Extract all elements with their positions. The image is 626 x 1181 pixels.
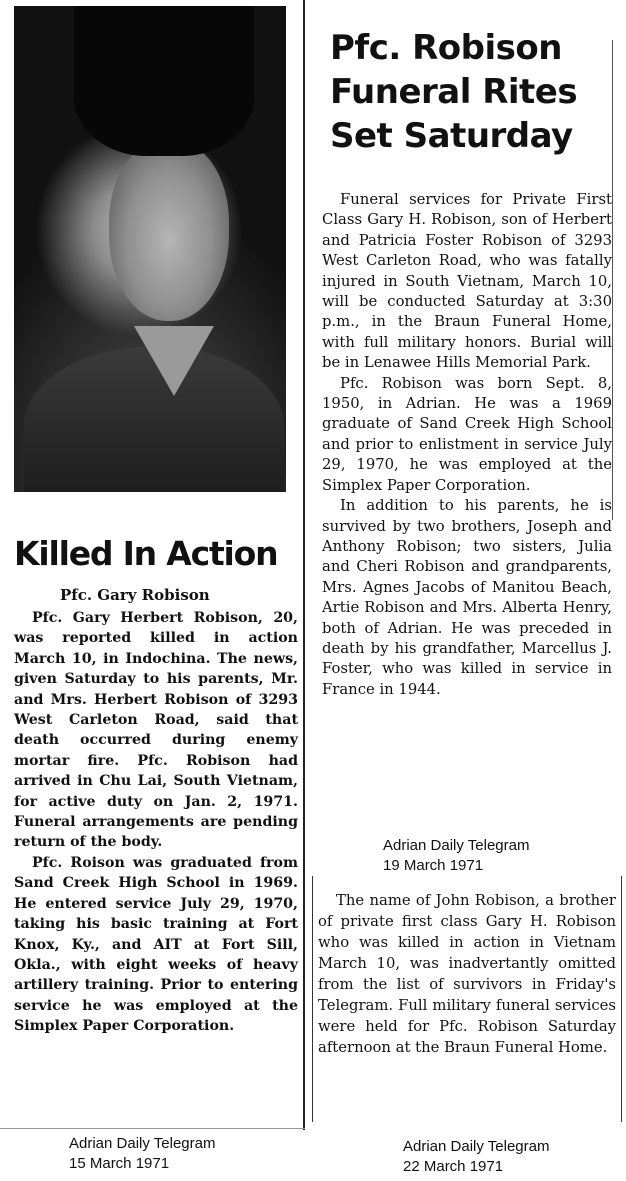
article-body-left xyxy=(14,608,298,1037)
clipping-killed-in-action xyxy=(0,0,304,1130)
paragraph: The name of John Robison, a brother of private first class Gary H. Robison who was killed in action in Vietnam March 10, was inadvertantly omitted from the list of survivors in Friday's Telegram. Full military funeral services were held for Pfc. Robison Saturday afternoon at the Braun Funeral Home. xyxy=(318,892,616,1056)
source-name: Adrian Daily Telegram xyxy=(403,1138,550,1155)
paragraph: Pfc. Robison was born Sept. 8, 1950, in Adrian. He was a 1969 graduate of Sand Creek High School and prior to enlistment in service July 29, 1970, he was employed at the Simplex Paper Corporation. xyxy=(322,374,612,494)
source-name: Adrian Daily Telegram xyxy=(69,1135,216,1152)
paragraph: Funeral services for Private First Class Gary H. Robison, son of Herbert and Patricia Foster Robison of 3293 West Carleton Road, who was fatally injured in South Vietnam, March 10, will be conducted Saturday at 3:30 p.m., in the Braun Funeral Home, with full military honors. Burial will be in Lenawee Hills Memorial Park. xyxy=(322,191,612,372)
source-date: 15 March 1971 xyxy=(69,1155,170,1172)
soldier-portrait-photo xyxy=(14,6,286,492)
article-body-right xyxy=(322,190,612,700)
headline-killed-in-action: Killed In Action xyxy=(14,534,278,573)
article-body-correction xyxy=(318,890,616,1058)
correction-frame-right xyxy=(621,876,622,1122)
bottom-border-left xyxy=(0,1128,305,1129)
paragraph: Pfc. Roison was graduated from Sand Creek High School in 1969. He entered service July 29, 1970, taking his basic training at Fort Knox, Ky., and AIT at Fort Sill, Okla., with eight weeks of heavy artillery training. Prior to entering service he was employed at the Simplex Paper Corporation. xyxy=(14,854,298,1035)
correction-frame-left xyxy=(312,876,313,1122)
source-date: 19 March 1971 xyxy=(383,857,484,874)
source-caption-correction xyxy=(403,1137,549,1177)
paragraph: Pfc. Gary Herbert Robison, 20, was reported killed in action March 10, in Indochina. The news, given Saturday to his parents, Mr. and Mrs. Herbert Robison of 3293 West Carleton Road, said that death occurred during enemy mortar fire. Pfc. Robison had arrived in Chu Lai, South Vietnam, for active duty on Jan. 2, 1971. Funeral arrangements are pending return of the body. xyxy=(14,610,298,851)
paragraph: In addition to his parents, he is survived by two brothers, Joseph and Anthony Robison; two sisters, Julia and Cheri Robison and grandparents, Mrs. Agnes Jacobs of Manitou Beach, Artie Robison and Mrs. Alberta Henry, both of Adrian. He was preceded in death by his grandfather, Marcellus J. Foster, who was killed in service in France in 1944. xyxy=(322,497,612,698)
headline-funeral-rites: Pfc. Robison Funeral Rites Set Saturday xyxy=(330,28,578,156)
source-caption-right xyxy=(383,836,529,876)
right-edge-rule xyxy=(612,40,613,520)
source-name: Adrian Daily Telegram xyxy=(383,837,530,854)
source-date: 22 March 1971 xyxy=(403,1158,504,1175)
source-caption-left xyxy=(69,1134,215,1174)
byline: Pfc. Gary Robison xyxy=(60,586,210,604)
column-divider xyxy=(303,0,305,1130)
